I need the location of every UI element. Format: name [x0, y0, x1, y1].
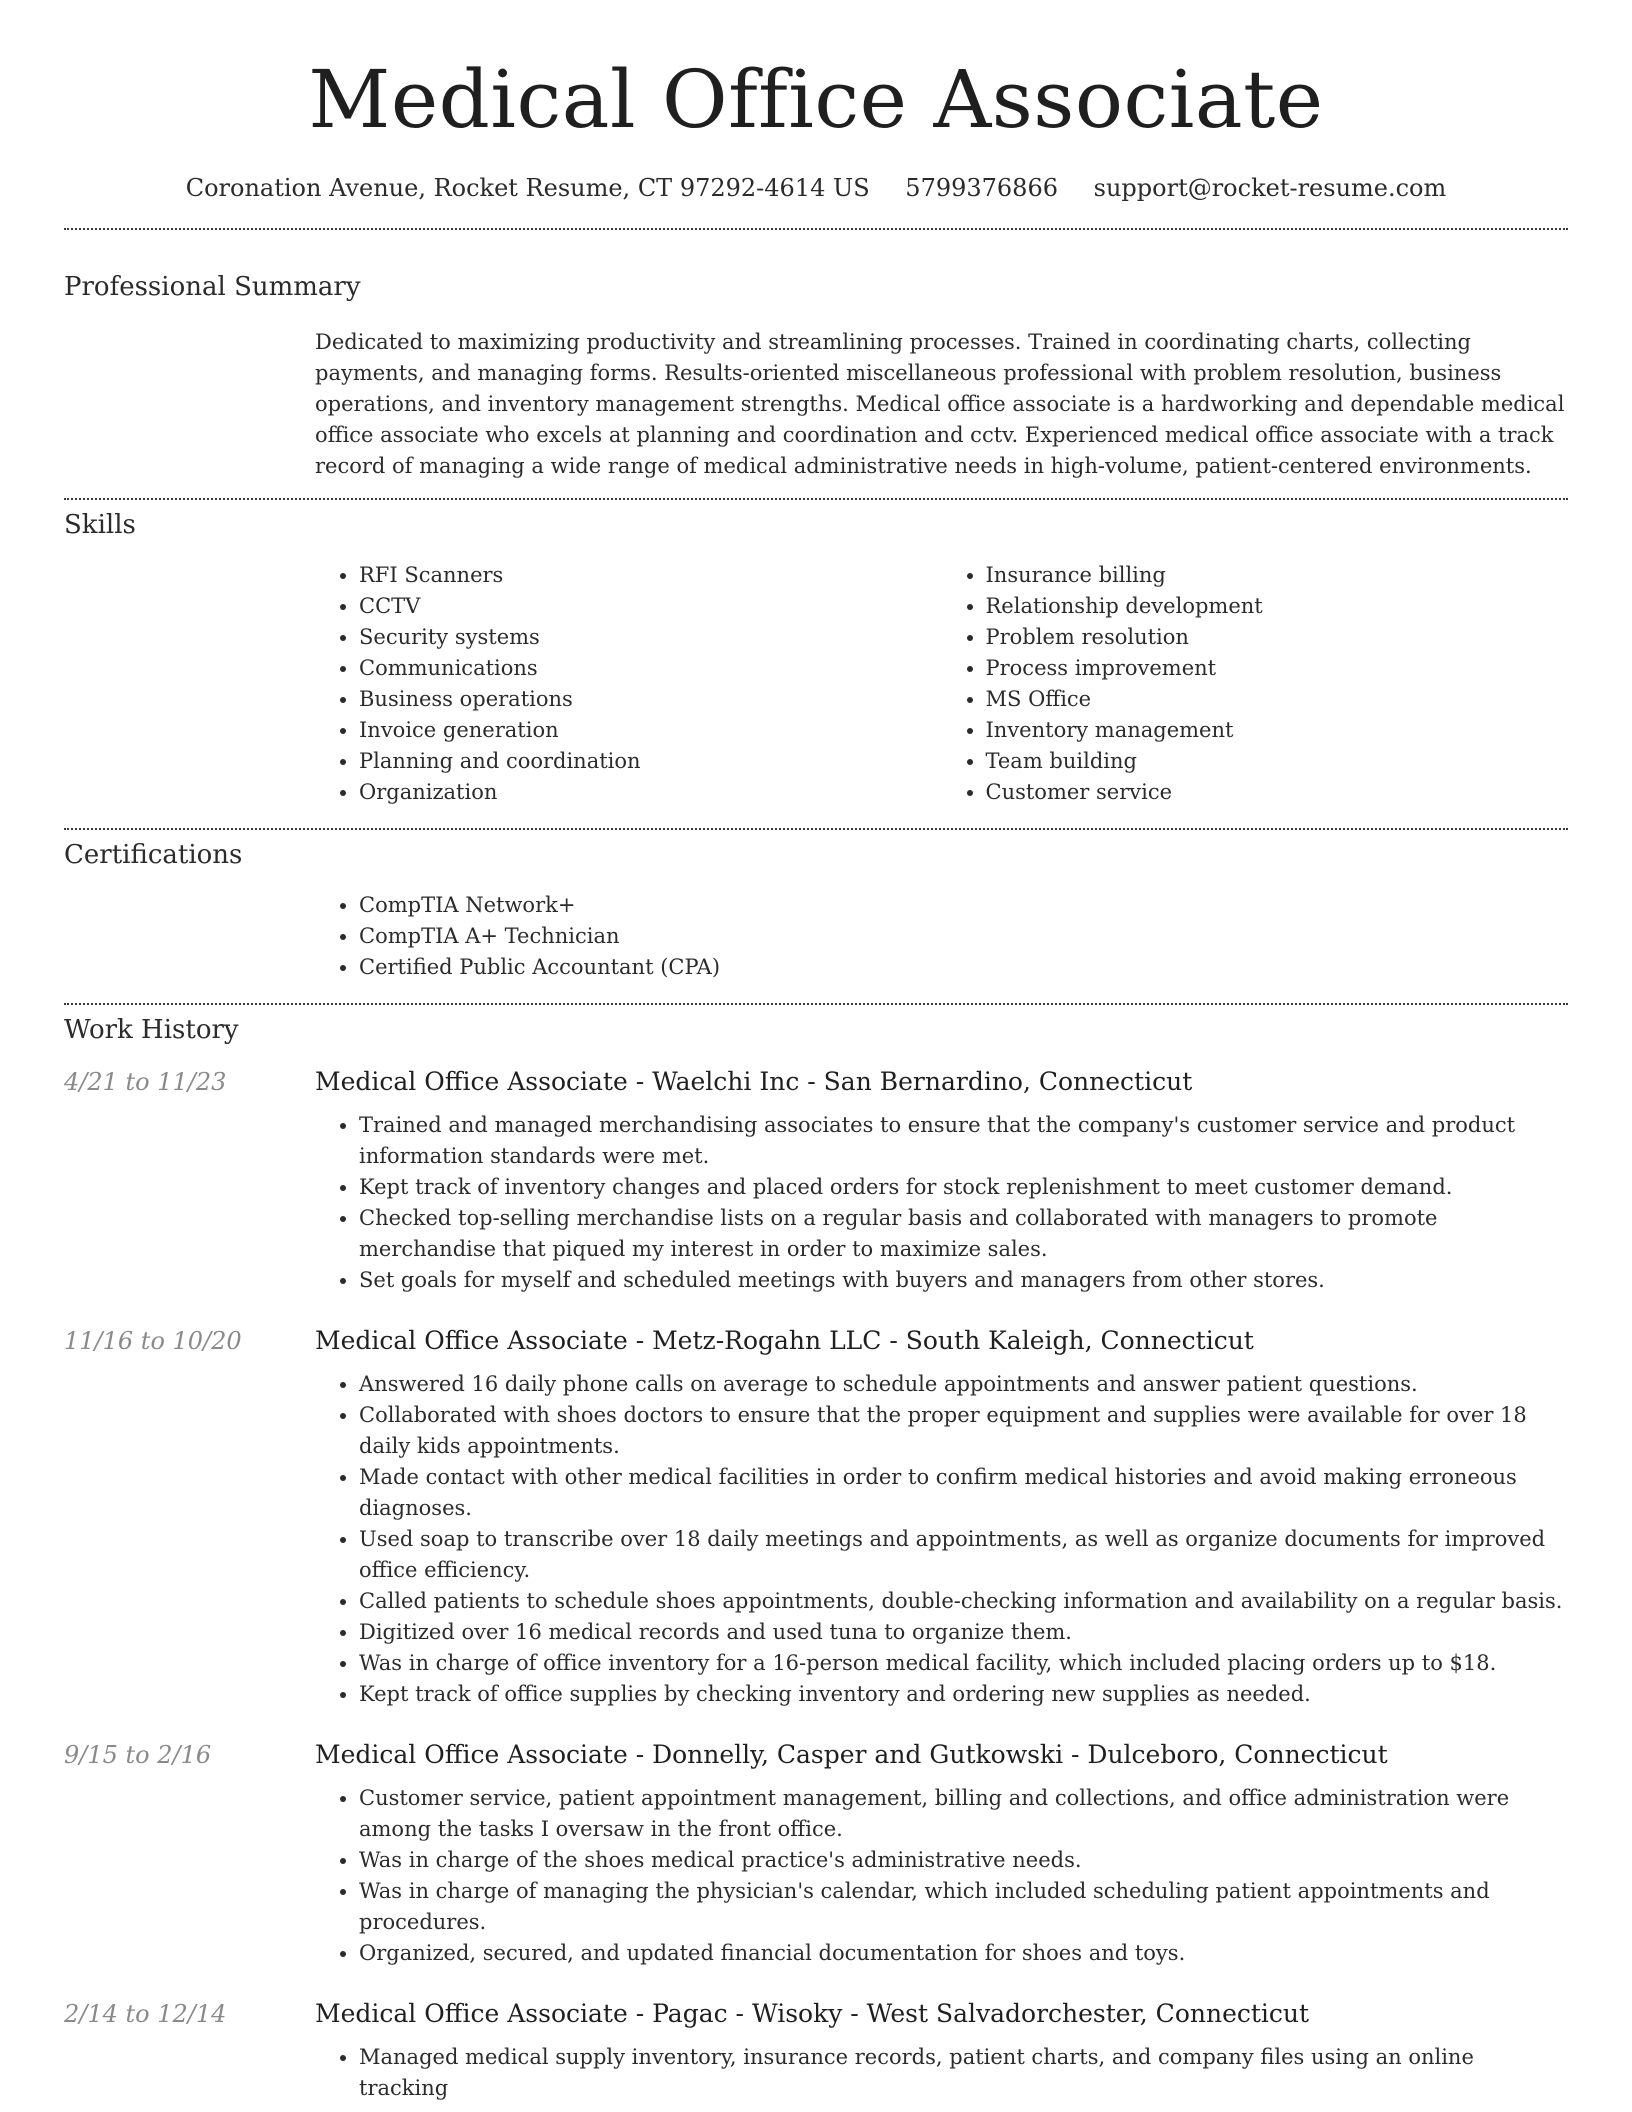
resume-name: Medical Office Associate: [308, 53, 1324, 146]
list-item: • Inventory management: [986, 715, 1569, 746]
section-title-skills: Skills: [64, 510, 136, 540]
job-bullets: [315, 2042, 1568, 2104]
list-item: • Called patients to schedule shoes appointments, double-checking information and availability on a regular basis.: [359, 1586, 1568, 1617]
section-divider: [64, 828, 1568, 830]
section-title-summary: Professional Summary: [64, 272, 361, 302]
list-item: • Organization: [359, 777, 942, 808]
job-header: [64, 1067, 1568, 1096]
list-item: • Security systems: [359, 622, 942, 653]
list-item: • Used soap to transcribe over 18 daily meetings and appointments, as well as organize documents for improved office efficiency.: [359, 1524, 1568, 1586]
resume-page: [64, 0, 1568, 2104]
list-item: • Managed medical supply inventory, insurance records, patient charts, and company files using an online tracking: [359, 2042, 1568, 2104]
job-title: Medical Office Associate - Metz-Rogahn LLC - South Kaleigh, Connecticut: [315, 1326, 1254, 1355]
job-dates: 11/16 to 10/20: [64, 1327, 242, 1355]
job-bullets: [315, 1110, 1568, 1296]
job-entry: [64, 1999, 1568, 2104]
list-item: • CompTIA A+ Technician: [359, 921, 1568, 952]
job-bullets: [315, 1369, 1568, 1710]
list-item: • Kept track of inventory changes and placed orders for stock replenishment to meet customer demand.: [359, 1172, 1568, 1203]
list-item: • CompTIA Network+: [359, 890, 1568, 921]
list-item: • Digitized over 16 medical records and used tuna to organize them.: [359, 1617, 1568, 1648]
list-item: • Business operations: [359, 684, 942, 715]
contact-address: Coronation Avenue, Rocket Resume, CT 97292-4614 US: [185, 174, 870, 202]
summary-text: Dedicated to maximizing productivity and streamlining processes. Trained in coordinating charts, collecting payments, and managing forms. Results-oriented miscellaneous professional with problem resolution, business operations, and inventory management strengths. Medical office associate is a hardworking and dependable medical office associate who excels at planning and coordination and cctv. Experienced medical office associate with a track record of managing a wide range of medical administrative needs in high-volume, patient-centered environments.: [315, 330, 1565, 478]
list-item: • Process improvement: [986, 653, 1569, 684]
list-item: • CCTV: [359, 591, 942, 622]
job-title: Medical Office Associate - Pagac - Wisoky - West Salvadorchester, Connecticut: [315, 1999, 1310, 2028]
job-entry: [64, 1740, 1568, 1969]
job-bullets: [315, 1783, 1568, 1969]
job-entry: [64, 1067, 1568, 1296]
list-item: • Insurance billing: [986, 560, 1569, 591]
contact-email: support@rocket-resume.com: [1093, 174, 1447, 202]
list-item: • Relationship development: [986, 591, 1569, 622]
job-header: [64, 1740, 1568, 1769]
list-item: • Kept track of office supplies by checking inventory and ordering new supplies as needed.: [359, 1679, 1568, 1710]
job-bullet-list: [315, 2042, 1568, 2104]
list-item: • Was in charge of the shoes medical practice's administrative needs.: [359, 1845, 1568, 1876]
job-header: [64, 1999, 1568, 2028]
list-item: • Answered 16 daily phone calls on average to schedule appointments and answer patient questions.: [359, 1369, 1568, 1400]
skills-list-right: [942, 560, 1569, 808]
list-item: • Team building: [986, 746, 1569, 777]
list-item: • MS Office: [986, 684, 1569, 715]
certifications-list: [315, 890, 1568, 983]
list-item: • Set goals for myself and scheduled meetings with buyers and managers from other stores.: [359, 1265, 1568, 1296]
job-title: Medical Office Associate - Donnelly, Casper and Gutkowski - Dulceboro, Connecticut: [315, 1740, 1388, 1769]
list-item: • Customer service, patient appointment management, billing and collections, and office administration were among the tasks I oversaw in the front office.: [359, 1783, 1568, 1845]
job-dates: 4/21 to 11/23: [64, 1068, 227, 1096]
section-divider: [64, 1003, 1568, 1005]
job-entry: [64, 1326, 1568, 1710]
list-item: • Problem resolution: [986, 622, 1569, 653]
contact-line: [64, 174, 1568, 202]
summary-content: [315, 327, 1568, 482]
list-item: • Made contact with other medical facilities in order to confirm medical histories and avoid making erroneous diagnoses.: [359, 1462, 1568, 1524]
job-bullet-list: [315, 1110, 1568, 1296]
section-divider: [64, 498, 1568, 500]
list-item: • Checked top-selling merchandise lists on a regular basis and collaborated with managers to promote merchandise that piqued my interest in order to maximize sales.: [359, 1203, 1568, 1265]
list-item: • RFI Scanners: [359, 560, 942, 591]
list-item: • Collaborated with shoes doctors to ensure that the proper equipment and supplies were available for over 18 daily kids appointments.: [359, 1400, 1568, 1462]
job-dates: 2/14 to 12/14: [64, 2000, 227, 2028]
contact-phone: 5799376866: [905, 174, 1058, 202]
list-item: • Trained and managed merchandising associates to ensure that the company's customer service and product information standards were met.: [359, 1110, 1568, 1172]
section-divider: [64, 228, 1568, 230]
list-item: • Planning and coordination: [359, 746, 942, 777]
list-item: • Invoice generation: [359, 715, 942, 746]
certifications-content: [315, 890, 1568, 983]
list-item: • Organized, secured, and updated financial documentation for shoes and toys.: [359, 1938, 1568, 1969]
skills-list-left: [315, 560, 942, 808]
list-item: • Was in charge of managing the physician's calendar, which included scheduling patient appointments and procedures.: [359, 1876, 1568, 1938]
section-title-certifications: Certifications: [64, 840, 243, 870]
job-dates: 9/15 to 2/16: [64, 1741, 212, 1769]
list-item: • Certified Public Accountant (CPA): [359, 952, 1568, 983]
skills-content: [315, 560, 1568, 808]
job-bullet-list: [315, 1369, 1568, 1710]
section-title-work: Work History: [64, 1015, 239, 1045]
list-item: • Customer service: [986, 777, 1569, 808]
job-bullet-list: [315, 1783, 1568, 1969]
skills-grid: [315, 560, 1568, 808]
job-title: Medical Office Associate - Waelchi Inc - San Bernardino, Connecticut: [315, 1067, 1193, 1096]
list-item: • Communications: [359, 653, 942, 684]
job-header: [64, 1326, 1568, 1355]
list-item: • Was in charge of office inventory for a 16-person medical facility, which included placing orders up to $18.: [359, 1648, 1568, 1679]
